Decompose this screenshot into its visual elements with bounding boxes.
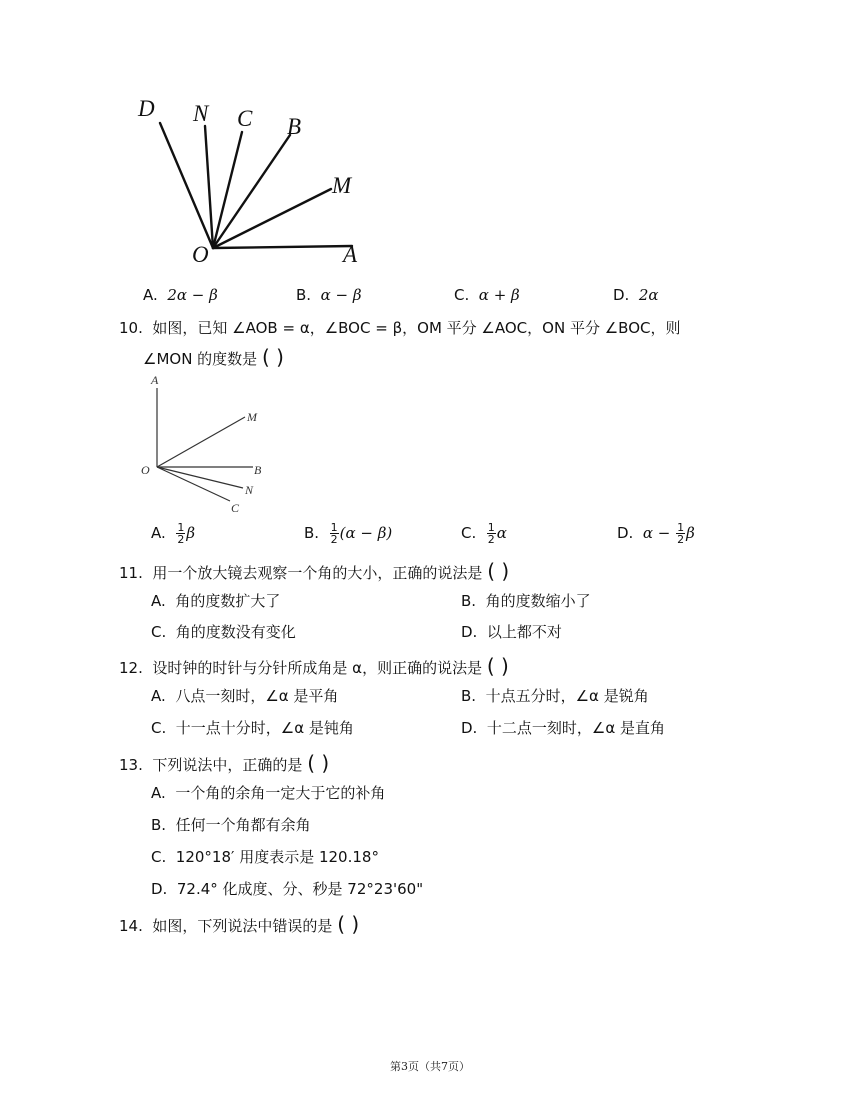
fraction: $\frac{1}{2}$: [177, 521, 185, 546]
q9-option-c[interactable]: C. α + β: [454, 286, 520, 304]
label-c: C: [237, 106, 253, 131]
question-number: 14.: [119, 917, 143, 935]
q10-option-b[interactable]: B. $\frac{1}{2}$ (α − β): [304, 521, 393, 546]
q9-option-a[interactable]: A. 2α − β: [143, 286, 218, 304]
q10-stem-line2: ∠MON 的度数是 ( ): [143, 345, 284, 369]
label-b: B: [287, 114, 302, 139]
answer-paren[interactable]: ( ): [337, 912, 360, 936]
answer-paren[interactable]: ( ): [307, 751, 330, 775]
q11-option-a[interactable]: A. 角的度数扩大了: [151, 592, 281, 610]
fraction: $\frac{1}{2}$: [330, 521, 338, 546]
label-b: B: [254, 463, 262, 477]
q12-option-b[interactable]: B. 十点五分时，∠α 是锐角: [461, 687, 649, 705]
q10-option-a[interactable]: A. $\frac{1}{2}$ β: [151, 521, 195, 546]
q11-option-c[interactable]: C. 角的度数没有变化: [151, 623, 296, 641]
q12-option-d[interactable]: D. 十二点一刻时，∠α 是直角: [461, 719, 665, 737]
label-c: C: [231, 501, 240, 515]
q9-option-b[interactable]: B. α − β: [296, 286, 362, 304]
q10-option-d[interactable]: D. α − $\frac{1}{2}$ β: [617, 521, 695, 546]
label-d: D: [138, 96, 155, 121]
q10-stem-line1: 10. 如图，已知 ∠AOB = α，∠BOC = β，OM 平分 ∠AOC，ON 平分 ∠BOC，则: [119, 319, 681, 337]
label-n: N: [193, 101, 209, 126]
question-number: 13.: [119, 756, 143, 774]
question-number: 11.: [119, 564, 143, 582]
answer-paren[interactable]: ( ): [261, 345, 284, 369]
ray-oc: [213, 132, 242, 248]
label-o: O: [141, 463, 150, 477]
fraction: $\frac{1}{2}$: [487, 521, 495, 546]
q10-figure: [133, 370, 283, 520]
q13-option-c[interactable]: C. 120°18′ 用度表示是 120.18°: [151, 848, 379, 866]
q13-option-a[interactable]: A. 一个角的余角一定大于它的补角: [151, 784, 386, 802]
q13-stem: 13. 下列说法中，正确的是 ( ): [119, 751, 330, 775]
answer-paren[interactable]: ( ): [487, 559, 510, 583]
label-o: O: [192, 242, 209, 267]
page-footer: 第3页（共7页）: [390, 1060, 470, 1073]
ray-om: [157, 417, 245, 467]
q13-option-b[interactable]: B. 任何一个角都有余角: [151, 816, 311, 834]
ray-ob: [213, 135, 290, 248]
q12-option-a[interactable]: A. 八点一刻时，∠α 是平角: [151, 687, 339, 705]
answer-paren[interactable]: ( ): [486, 654, 509, 678]
q12-stem: 12. 设时钟的时针与分针所成角是 α，则正确的说法是 ( ): [119, 654, 509, 678]
ray-on: [157, 467, 243, 488]
ray-om: [213, 189, 331, 248]
ray-oc: [157, 467, 230, 501]
label-m: M: [247, 410, 257, 424]
question-number: 12.: [119, 659, 143, 677]
q12-option-c[interactable]: C. 十一点十分时，∠α 是钝角: [151, 719, 354, 737]
q9-option-d[interactable]: D. 2α: [613, 286, 659, 304]
label-n: N: [245, 483, 254, 497]
label-a: A: [151, 373, 159, 387]
label-a: A: [343, 242, 358, 267]
q9-figure: [130, 90, 390, 275]
q11-option-b[interactable]: B. 角的度数缩小了: [461, 592, 591, 610]
fraction: $\frac{1}{2}$: [677, 521, 685, 546]
q11-option-d[interactable]: D. 以上都不对: [461, 623, 562, 641]
q10-option-c[interactable]: C. $\frac{1}{2}$ α: [461, 521, 507, 546]
q11-stem: 11. 用一个放大镜去观察一个角的大小，正确的说法是 ( ): [119, 559, 510, 583]
question-number: 10.: [119, 319, 143, 337]
label-m: M: [332, 173, 352, 198]
ray-oa: [213, 246, 352, 248]
q14-stem: 14. 如图，下列说法中错误的是 ( ): [119, 912, 360, 936]
q13-option-d[interactable]: D. 72.4° 化成度、分、秒是 72°23'60": [151, 880, 424, 898]
